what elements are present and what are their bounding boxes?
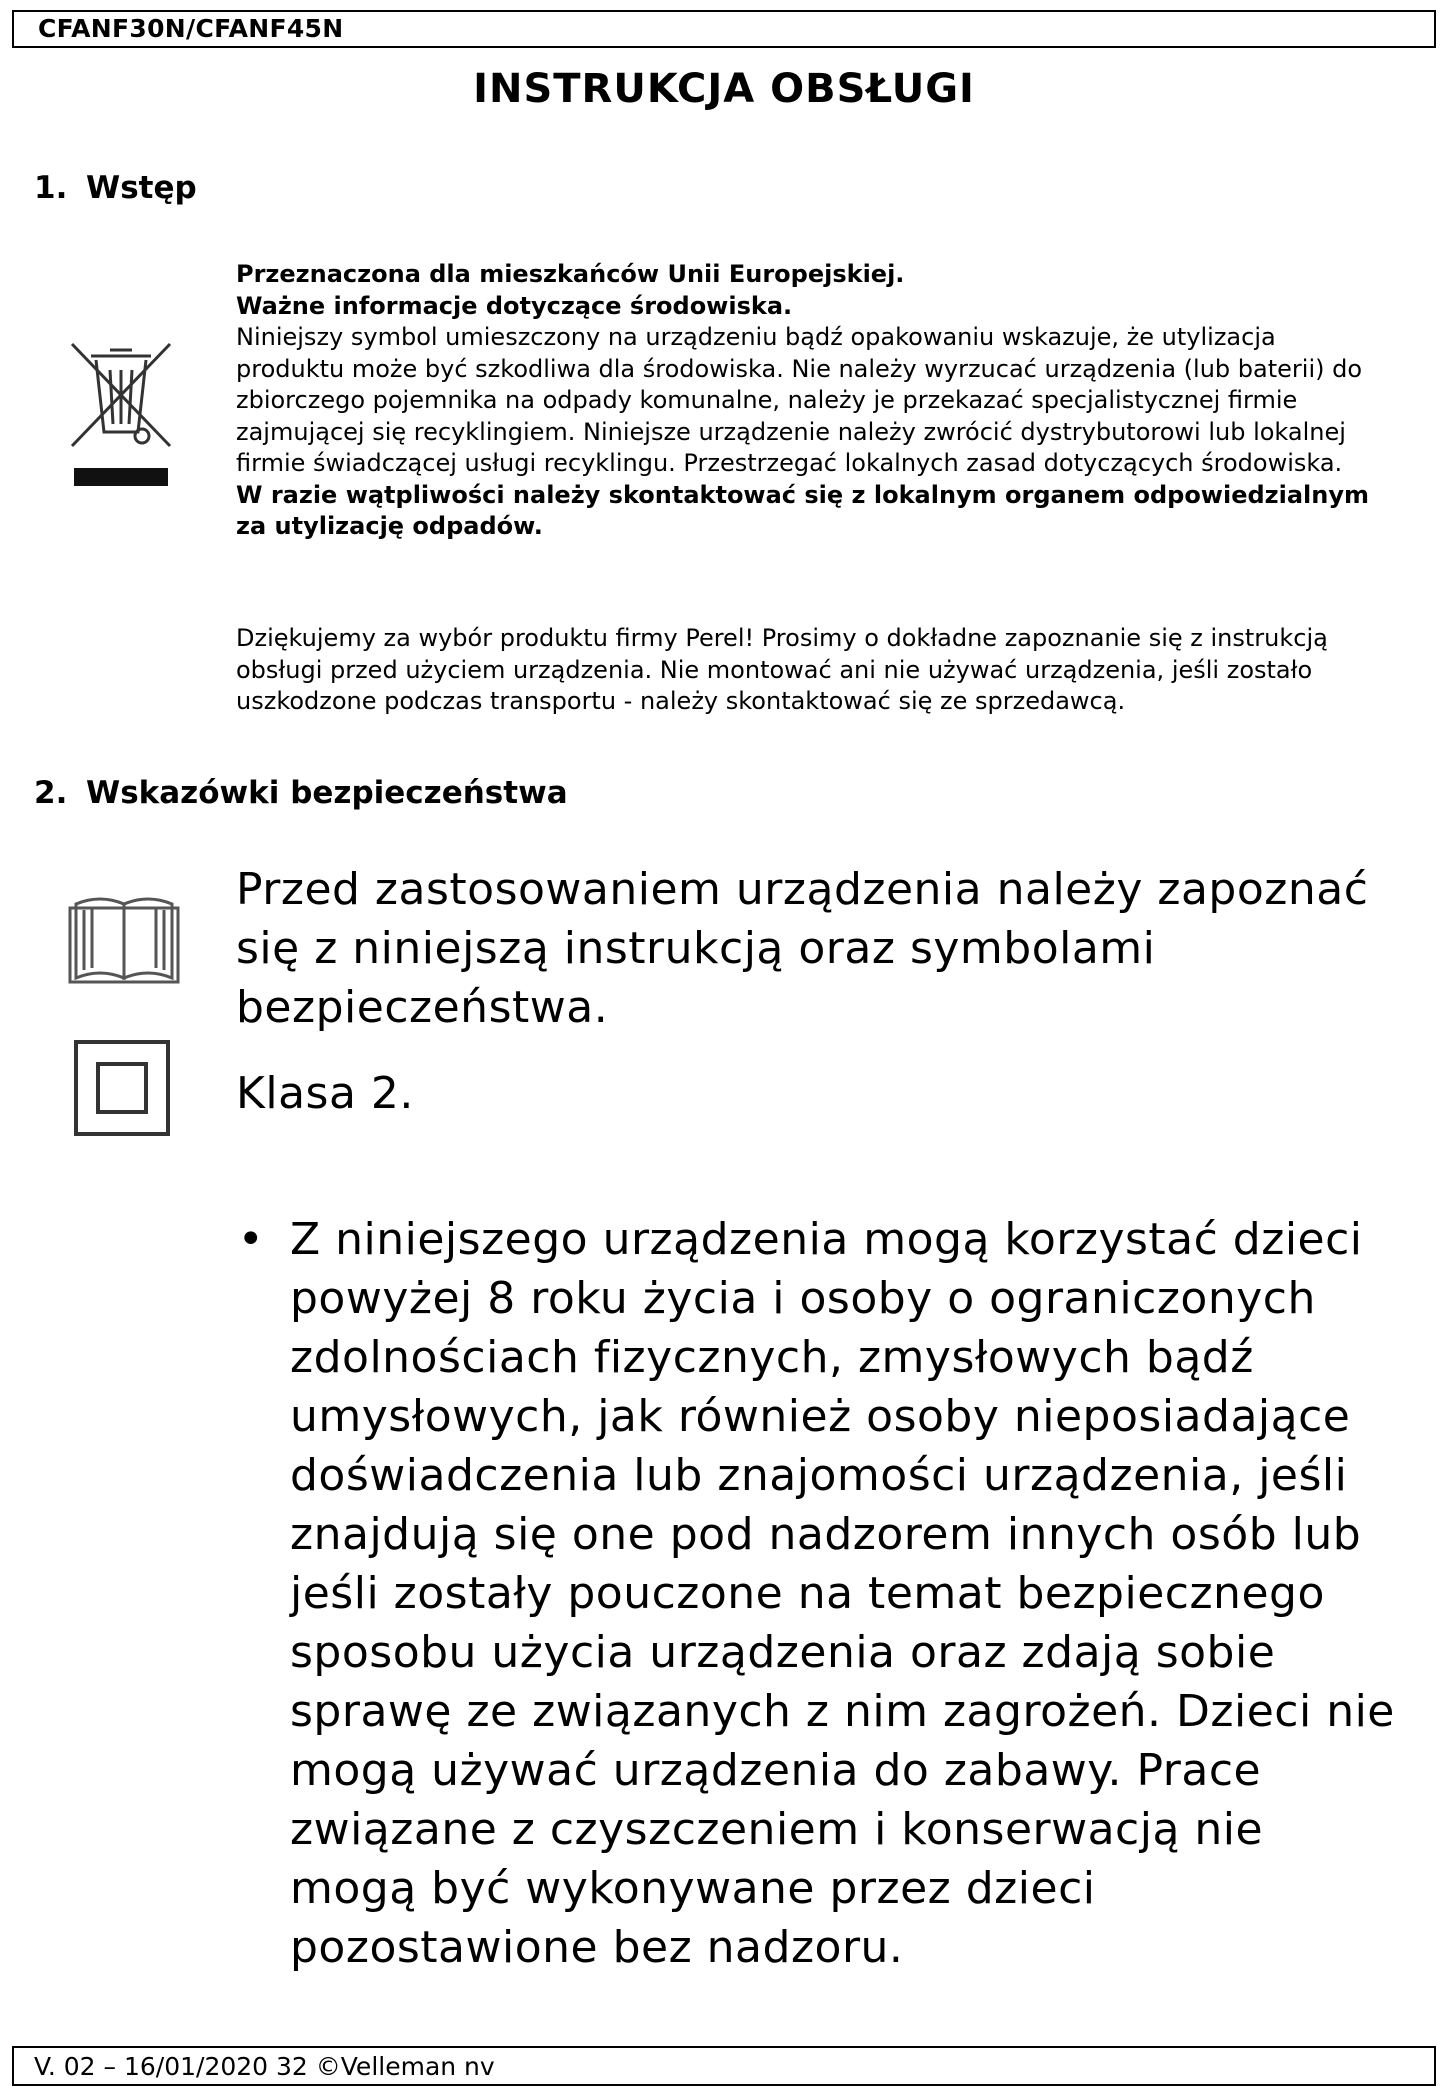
section-2-heading [34,775,568,811]
section-2-number: 2. [34,775,68,811]
section-1-title: Wstęp [86,170,197,206]
weee-line-2: Ważne informacje dotyczące środowiska. [236,291,793,320]
page-title: INSTRUKCJA OBSŁUGI [473,66,975,112]
manual-book-icon [66,890,182,986]
section-1-heading [34,170,197,206]
thanks-paragraph: Dziękujemy za wybór produktu firmy Perel! Prosimy o dokładne zapoznanie się z instrukcją obsługi przed użyciem urządzenia. Nie montować ani nie używać urządzenia, jeśli zostało uszkodzone podczas transportu - należy skontaktować się ze sprzedawcą. [236,624,1328,715]
bullet-text: Z niniejszego urządzenia mogą korzystać dzieci powyżej 8 roku życia i osoby o ograniczonych zdolnościach fizycznych, zmysłowych bądź umysłowych, jak również osoby nieposiadające doświadczenia lub znajomości urządzenia, jeśli znajdują się one pod nadzorem innych osób lub jeśli zostały pouczone na temat bezpiecznego sposobu użycia urządzenia oraz zdają sobie sprawę ze związanych z nim zagrożeń. Dzieci nie mogą używać urządzenia do zabawy. Prace związane z czyszczeniem i konserwacją nie mogą być wykonywane przez dzieci pozostawione bez nadzoru. [290,1214,1395,1973]
header-model: CFANF30N/CFANF45N [38,14,344,43]
weee-body: Niniejszy symbol umieszczony na urządzeniu bądź opakowaniu wskazuje, że utylizacja produktu może być szkodliwa dla środowiska. Nie należy wyrzucać urządzenia (lub baterii) do zbiorczego pojemnika na odpady komunalne, należy je przekazać specjalistycznej firmie zajmującej się recyklingiem. Niniejsze urządzenie należy zwrócić dystrybutorowi lub lokalnej firmie świadczącej usługi recyklingu. Przestrzegać lokalnych zasad dotyczących środowiska. [236,323,1363,477]
weee-notice [236,259,1386,543]
class-notice: Klasa 2. [236,1068,414,1119]
weee-bold-end: W razie wątpliwości należy skontaktować się z lokalnym organem odpowiedzialnym za utylizację odpadów. [236,480,1370,540]
section-2-title: Wskazówki bezpieczeństwa [86,775,568,811]
weee-bin-icon [66,336,176,494]
class-2-icon [72,1038,172,1138]
section-1-number: 1. [34,170,68,206]
bullet-marker: • [237,1214,265,1265]
footer-text: V. 02 – 16/01/2020 32 ©Velleman nv [34,2052,495,2081]
weee-line-1: Przeznaczona dla mieszkańców Unii Europejskiej. [236,260,905,288]
manual-notice: Przed zastosowaniem urządzenia należy zapoznać się z niniejszą instrukcją oraz symbolami bezpieczeństwa. [236,864,1369,1033]
children-safety-bullet [236,1210,1396,1977]
